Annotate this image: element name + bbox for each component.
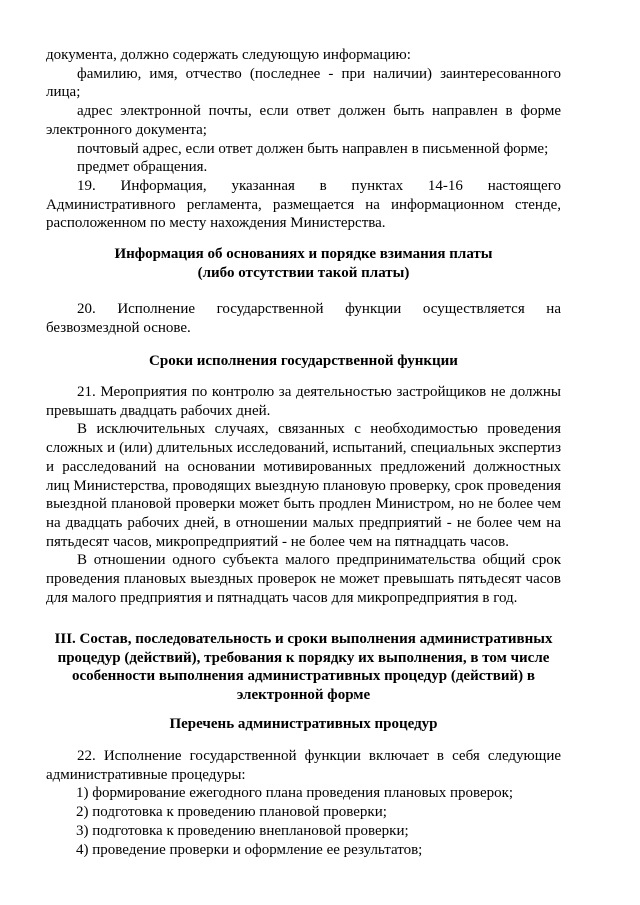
heading-list-block (46, 715, 561, 734)
paragraph: почтовый адрес, если ответ должен быть направлен в письменной форме; (77, 140, 549, 157)
list-item: 2) подготовка к проведению плановой проверки; (76, 804, 387, 821)
section-request-info (46, 46, 561, 233)
paragraph: фамилию, имя, отчество (последнее - при наличии) заинтересованного лица; (46, 65, 561, 101)
paragraph-21: 21. Мероприятия по контролю за деятельностью застройщиков не должны превышать двадцать рабочих дней. (46, 384, 561, 419)
heading-section-3 (46, 630, 561, 705)
heading-procedures-list: Перечень административных процедур (169, 716, 438, 732)
heading-terms-block (46, 352, 561, 371)
paragraph: документа, должно содержать следующую информацию: (46, 47, 411, 63)
paragraph-22: 22. Исполнение государственной функции включает в себя следующие административные процедуры: (46, 748, 561, 783)
paragraph-21-small-business: В отношении одного субъекта малого предпринимательства общий срок проведения плановых выездных проверок не может превышать пятьдесят часов для малого предприятия и пятнадцать часов для микропредприятия в год. (46, 552, 561, 606)
paragraph: адрес электронной почты, если ответ должен быть направлен в форме электронного документа; (46, 103, 561, 138)
heading-line: Информация об основаниях и порядке взимания платы (114, 246, 493, 262)
paragraph: предмет обращения. (77, 159, 208, 176)
section-terms (46, 383, 561, 607)
paragraph-21-exception: В исключительных случаях, связанных с необходимостью проведения сложных и (или) длительных исследований, испытаний, специальных экспертиз и расследований на основании мотивированных предложений должностных лиц Министерства, проводящих выездную плановую проверку, срок проведения выездной плановой проверки может быть продлен Министром, но не более чем на двадцать рабочих дней, в отношении малых предприятий - не более чем на пятьдесят часов, микропредприятий - не более чем на пятнадцать часов. (46, 421, 561, 550)
heading-terms: Сроки исполнения государственной функции (149, 353, 458, 369)
list-item: 1) формирование ежегодного плана проведения плановых проверок; (76, 785, 514, 802)
heading-line: (либо отсутствии такой платы) (197, 264, 410, 281)
section-procedures (46, 747, 561, 859)
section-3-title: III. Состав, последовательность и сроки выполнения административных процедур (действий), требования к порядку их выполнения, в том числе особенности выполнения административных процедур (действий) в электронной форме (54, 631, 553, 704)
list-item: 3) подготовка к проведению внеплановой проверки; (76, 822, 409, 839)
paragraph-19: 19. Информация, указанная в пунктах 14-16 настоящего Административного регламента, размещается на информационном стенде, расположенном по месту нахождения Министерства. (46, 177, 561, 232)
paragraph-20: 20. Исполнение государственной функции осуществляется на безвозмездной основе. (46, 301, 561, 336)
heading-payment (46, 245, 561, 282)
section-payment (46, 300, 561, 337)
list-item: 4) проведение проверки и оформление ее результатов; (76, 841, 423, 858)
